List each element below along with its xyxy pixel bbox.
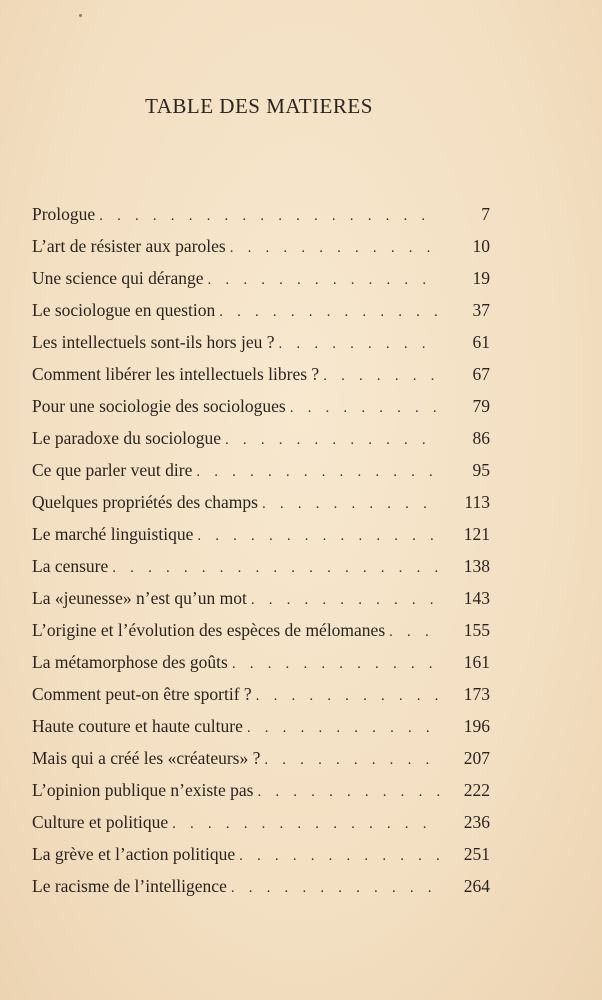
toc-entry [32, 198, 490, 230]
toc-entry [32, 518, 490, 550]
toc-entry-label: Comment libérer les intellectuels libres ? [32, 364, 320, 384]
toc-entry-label: La «jeunesse» n’est qu’un mot [32, 588, 247, 608]
table-of-contents [32, 198, 490, 902]
dot-leader [197, 520, 440, 550]
toc-entry-label: Les intellectuels sont-ils hors jeu ? [32, 332, 275, 352]
dot-leader [247, 712, 440, 742]
toc-entry-label: Le sociologue en question [32, 300, 216, 320]
toc-entry [32, 550, 490, 582]
dot-leader [112, 552, 440, 582]
toc-entry-label: L’art de résister aux paroles [32, 236, 226, 256]
toc-entry-label: Prologue [32, 204, 96, 224]
toc-entry [32, 774, 490, 806]
toc-entry-page: 113 [464, 492, 490, 512]
toc-entry-label: La métamorphose des goûts [32, 652, 228, 672]
toc-entry-page: 67 [472, 364, 490, 384]
toc-entry-label: La grève et l’action politique [32, 844, 236, 864]
toc-entry-label: Comment peut-on être sportif ? [32, 684, 252, 704]
dot-leader [99, 200, 440, 230]
toc-entry-page: 79 [472, 396, 490, 416]
dot-leader [256, 680, 440, 710]
dot-leader [231, 872, 440, 902]
toc-entry-label: L’opinion publique n’existe pas [32, 780, 254, 800]
toc-entry-page: 61 [472, 332, 490, 352]
toc-entry-label: La censure [32, 556, 109, 576]
toc-entry [32, 390, 490, 422]
toc-entry-page: 207 [463, 748, 490, 768]
dot-leader [219, 296, 440, 326]
dot-leader [264, 744, 440, 774]
paper-speck [79, 14, 82, 17]
toc-entry-page: 173 [463, 684, 490, 704]
toc-entry-page: 86 [472, 428, 490, 448]
dot-leader [290, 392, 440, 422]
toc-entry [32, 678, 490, 710]
dot-leader [208, 264, 440, 294]
dot-leader [251, 584, 440, 614]
page-title: TABLE DES MATIERES [145, 94, 373, 118]
toc-entry-page: 161 [463, 652, 490, 672]
dot-leader [239, 840, 440, 870]
dot-leader [225, 424, 440, 454]
dot-leader [262, 488, 440, 518]
toc-entry [32, 582, 490, 614]
toc-entry [32, 742, 490, 774]
toc-entry [32, 294, 490, 326]
toc-entry-label: Pour une sociologie des sociologues [32, 396, 286, 416]
toc-entry-label: Mais qui a créé les «créateurs» ? [32, 748, 261, 768]
toc-entry [32, 422, 490, 454]
toc-entry [32, 806, 490, 838]
toc-entry-page: 143 [463, 588, 490, 608]
toc-entry-page: 155 [463, 620, 490, 640]
toc-entry-page: 264 [463, 876, 490, 896]
toc-entry-label: Le paradoxe du sociologue [32, 428, 222, 448]
dot-leader [279, 328, 440, 358]
toc-entry [32, 454, 490, 486]
toc-entry [32, 358, 490, 390]
toc-entry-page: 196 [463, 716, 490, 736]
toc-entry-page: 95 [472, 460, 490, 480]
toc-entry-page: 7 [481, 204, 490, 224]
toc-entry-page: 121 [463, 524, 490, 544]
dot-leader [230, 232, 440, 262]
toc-entry [32, 646, 490, 678]
toc-entry [32, 230, 490, 262]
toc-entry [32, 710, 490, 742]
toc-entry-page: 19 [472, 268, 490, 288]
dot-leader [232, 648, 440, 678]
toc-entry-page: 251 [463, 844, 490, 864]
toc-entry-label: L’origine et l’évolution des espèces de mélomanes [32, 620, 386, 640]
toc-entry [32, 326, 490, 358]
toc-entry-label: Quelques propriétés des champs [32, 492, 258, 512]
toc-entry-label: Ce que parler veut dire [32, 460, 193, 480]
dot-leader [172, 808, 440, 838]
toc-entry [32, 838, 490, 870]
toc-entry-page: 222 [463, 780, 490, 800]
toc-entry-label: Haute couture et haute culture [32, 716, 243, 736]
toc-entry [32, 262, 490, 294]
dot-leader [323, 360, 440, 390]
toc-entry-label: Une science qui dérange [32, 268, 204, 288]
dot-leader [389, 616, 440, 646]
toc-entry-page: 10 [472, 236, 490, 256]
toc-entry-label: Le marché linguistique [32, 524, 194, 544]
dot-leader [257, 776, 440, 806]
toc-entry-page: 37 [472, 300, 490, 320]
toc-entry [32, 486, 490, 518]
toc-entry-label: Le racisme de l’intelligence [32, 876, 227, 896]
toc-entry [32, 870, 490, 902]
dot-leader [196, 456, 440, 486]
toc-entry [32, 614, 490, 646]
toc-entry-page: 138 [463, 556, 490, 576]
toc-entry-page: 236 [463, 812, 490, 832]
toc-entry-label: Culture et politique [32, 812, 169, 832]
